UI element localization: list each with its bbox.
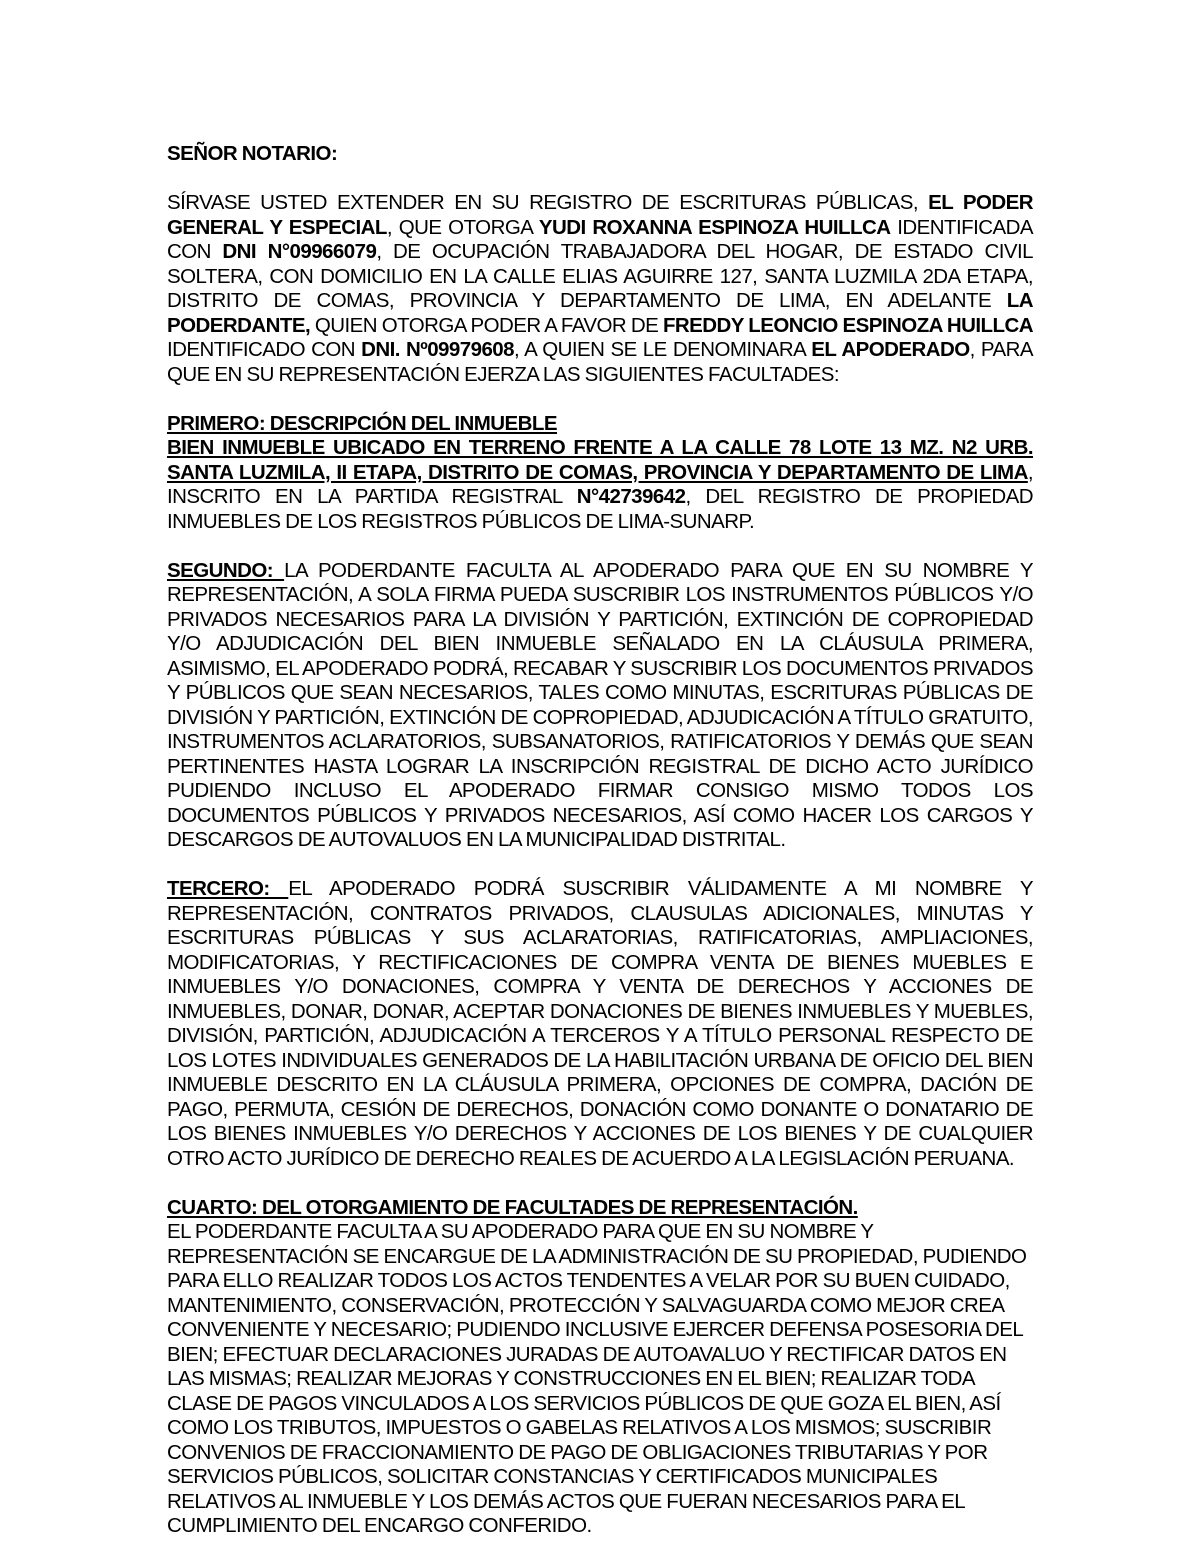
intro-grantor-label: LA PODERDANTE, bbox=[167, 289, 1033, 337]
intro-text-2: , QUE OTORGA bbox=[386, 215, 539, 239]
intro-text-7: , A QUIEN SE LE DENOMINARA bbox=[514, 338, 812, 361]
salutation-text: SEÑOR NOTARIO: bbox=[167, 142, 338, 165]
clause-cuarto-heading: CUARTO: DEL OTORGAMIENTO DE FACULTADES DE REPRESENTACIÓN. bbox=[167, 1195, 858, 1219]
clause-tercero bbox=[167, 877, 1033, 1171]
salutation bbox=[167, 142, 1033, 167]
clause-primero-heading: PRIMERO: DESCRIPCIÓN DEL INMUEBLE bbox=[167, 411, 558, 435]
clause-segundo bbox=[167, 559, 1033, 853]
intro-text-4: , DE OCUPACIÓN TRABAJADORA DEL HOGAR, DE ESTADO CIVIL SOLTERA, CON DOMICILIO EN LA CALLE ELIAS AGUIRRE 127, SANTA LUZMILA 2DA ETAPA, DISTRITO DE COMAS, PROVINCIA Y DEPARTAMENTO DE LIMA, EN ADELANTE bbox=[167, 240, 1033, 312]
intro-text-5: QUIEN OTORGA PODER A FAVOR DE bbox=[310, 313, 663, 337]
primero-text-2: , DEL REGISTRO DE PROPIEDAD INMUEBLES DE LOS REGISTROS PÚBLICOS DE LIMA-SUNARP. bbox=[167, 485, 1033, 533]
intro-attorney-name: FREDDY LEONCIO ESPINOZA HUILLCA bbox=[662, 313, 1033, 337]
clause-segundo-text: LA PODERDANTE FACULTA AL APODERADO PARA QUE EN SU NOMBRE Y REPRESENTACIÓN, A SOLA FIRMA PUEDA SUSCRIBIR LOS INSTRUMENTOS PÚBLICOS Y/O PRIVADOS NECESARIOS PARA LA DIVISIÓN Y PARTICIÓN, EXTINCIÓN DE COPROPIEDAD Y/O ADJUDICACIÓN DEL BIEN INMUEBLE SEÑALADO EN LA CLÁUSULA PRIMERA, ASIMISMO, EL APODERADO PODRÁ, RECABAR Y SUSCRIBIR LOS DOCUMENTOS PRIVADOS Y PÚBLICOS QUE SEAN NECESARIOS, TALES COMO MINUTAS, ESCRITURAS PÚBLICAS DE DIVISIÓN Y PARTICIÓN, EXTINCIÓN DE COPROPIEDAD, ADJUDICACIÓN A TÍTULO GRATUITO, INSTRUMENTOS ACLARATORIOS, SUBSANATORIOS, RATIFICATORIOS Y DEMÁS QUE SEAN PERTINENTES HASTA LOGRAR LA INSCRIPCIÓN REGISTRAL DE DICHO ACTO JURÍDICO PUDIENDO INCLUSO EL APODERADO FIRMAR CONSIGO MISMO TODOS LOS DOCUMENTOS PÚBLICOS Y PRIVADOS NECESARIOS, ASÍ COMO HACER LOS CARGOS Y DESCARGOS DE AUTOVALUOS EN LA MUNICIPALIDAD DISTRITAL. bbox=[167, 558, 1034, 851]
registry-number: N°42739642 bbox=[576, 485, 686, 508]
intro-attorney-dni: DNI. Nº09979608 bbox=[361, 338, 515, 361]
clause-tercero-text: EL APODERADO PODRÁ SUSCRIBIR VÁLIDAMENTE A MI NOMBRE Y REPRESENTACIÓN, CONTRATOS PRIVADOS, CLAUSULAS ADICIONALES, MINUTAS Y ESCRITURAS PÚBLICAS Y SUS ACLARATORIAS, RATIFICATORIAS, AMPLIACIONES, MODIFICATORIAS, Y RECTIFICACIONES DE COMPRA VENTA DE BIENES MUEBLES E INMUEBLES Y/O DONACIONES, COMPRA Y VENTA DE DERECHOS Y ACCIONES DE INMUEBLES, DONAR, DONAR, ACEPTAR DONACIONES DE BIENES INMUEBLES Y MUEBLES, DIVISIÓN, PARTICIÓN, ADJUDICACIÓN A TERCEROS Y A TÍTULO PERSONAL RESPECTO DE LOS LOTES INDIVIDUALES GENERADOS DE LA HABILITACIÓN URBANA DE OFICIO DEL BIEN INMUEBLE DESCRITO EN LA CLÁUSULA PRIMERA, OPCIONES DE COMPRA, DACIÓN DE PAGO, PERMUTA, CESIÓN DE DERECHOS, DONACIÓN COMO DONANTE O DONATARIO DE LOS BIENES INMUEBLES Y/O DERECHOS Y ACCIONES DE LOS BIENES Y DE CUALQUIER OTRO ACTO JURÍDICO DE DERECHO REALES DE ACUERDO A LA LEGISLACIÓN PERUANA. bbox=[167, 877, 1033, 1170]
clause-tercero-label: TERCERO: bbox=[167, 877, 289, 900]
intro-text-6: IDENTIFICADO CON bbox=[167, 338, 362, 361]
document-page bbox=[167, 142, 1033, 1539]
intro-grantor-name: YUDI ROXANNA ESPINOZA HUILLCA bbox=[538, 215, 891, 239]
intro-text-1: SÍRVASE USTED EXTENDER EN SU REGISTRO DE ESCRITURAS PÚBLICAS, bbox=[167, 191, 929, 214]
intro-attorney-label: EL APODERADO bbox=[811, 338, 970, 361]
primero-text-1: , INSCRITO EN LA PARTIDA REGISTRAL bbox=[167, 460, 1033, 508]
clause-segundo-label: SEGUNDO: bbox=[167, 558, 285, 582]
clause-cuarto bbox=[167, 1196, 1033, 1539]
intro-power-type: EL PODER GENERAL Y ESPECIAL bbox=[167, 191, 1034, 239]
intro-grantor-dni: DNI N°09966079 bbox=[222, 240, 377, 263]
intro-text-3: IDENTIFICADA CON bbox=[167, 215, 1033, 263]
clause-primero bbox=[167, 412, 1033, 535]
clause-cuarto-text: EL PODERDANTE FACULTA A SU APODERADO PARA QUE EN SU NOMBRE Y REPRESENTACIÓN SE ENCARGUE DE LA ADMINISTRACIÓN DE SU PROPIEDAD, PUDIENDO PARA ELLO REALIZAR TODOS LOS ACTOS TENDENTES A VELAR POR SU BUEN CUIDADO, MANTENIMIENTO, CONSERVACIÓN, PROTECCIÓN Y SALVAGUARDA COMO MEJOR CREA CONVENIENTE Y NECESARIO; PUDIENDO INCLUSIVE EJERCER DEFENSA POSESORIA DEL BIEN; EFECTUAR DECLARACIONES JURADAS DE AUTOAVALUO Y RECTIFICAR DATOS EN LAS MISMAS; REALIZAR MEJORAS Y CONSTRUCCIONES EN EL BIEN; REALIZAR TODA CLASE DE PAGOS VINCULADOS A LOS SERVICIOS PÚBLICOS DE QUE GOZA EL BIEN, ASÍ COMO LOS TRIBUTOS, IMPUESTOS O GABELAS RELATIVOS A LOS MISMOS; SUSCRIBIR CONVENIOS DE FRACCIONAMIENTO DE PAGO DE OBLIGACIONES TRIBUTARIAS Y POR SERVICIOS PÚBLICOS, SOLICITAR CONSTANCIAS Y CERTIFICADOS MUNICIPALES RELATIVOS AL INMUEBLE Y LOS DEMÁS ACTOS QUE FUERAN NECESARIOS PARA EL CUMPLIMIENTO DEL ENCARGO CONFERIDO. bbox=[167, 1220, 1027, 1537]
property-description: BIEN INMUEBLE UBICADO EN TERRENO FRENTE A LA CALLE 78 LOTE 13 MZ. N2 URB. SANTA LUZMILA, II ETAPA, DISTRITO DE COMAS, PROVINCIA Y DEPARTAMENTO DE LIMA bbox=[167, 436, 1033, 484]
intro-text-8: , PARA QUE EN SU REPRESENTACIÓN EJERZA LAS SIGUIENTES FACULTADES: bbox=[167, 338, 1033, 386]
intro-paragraph bbox=[167, 191, 1033, 387]
